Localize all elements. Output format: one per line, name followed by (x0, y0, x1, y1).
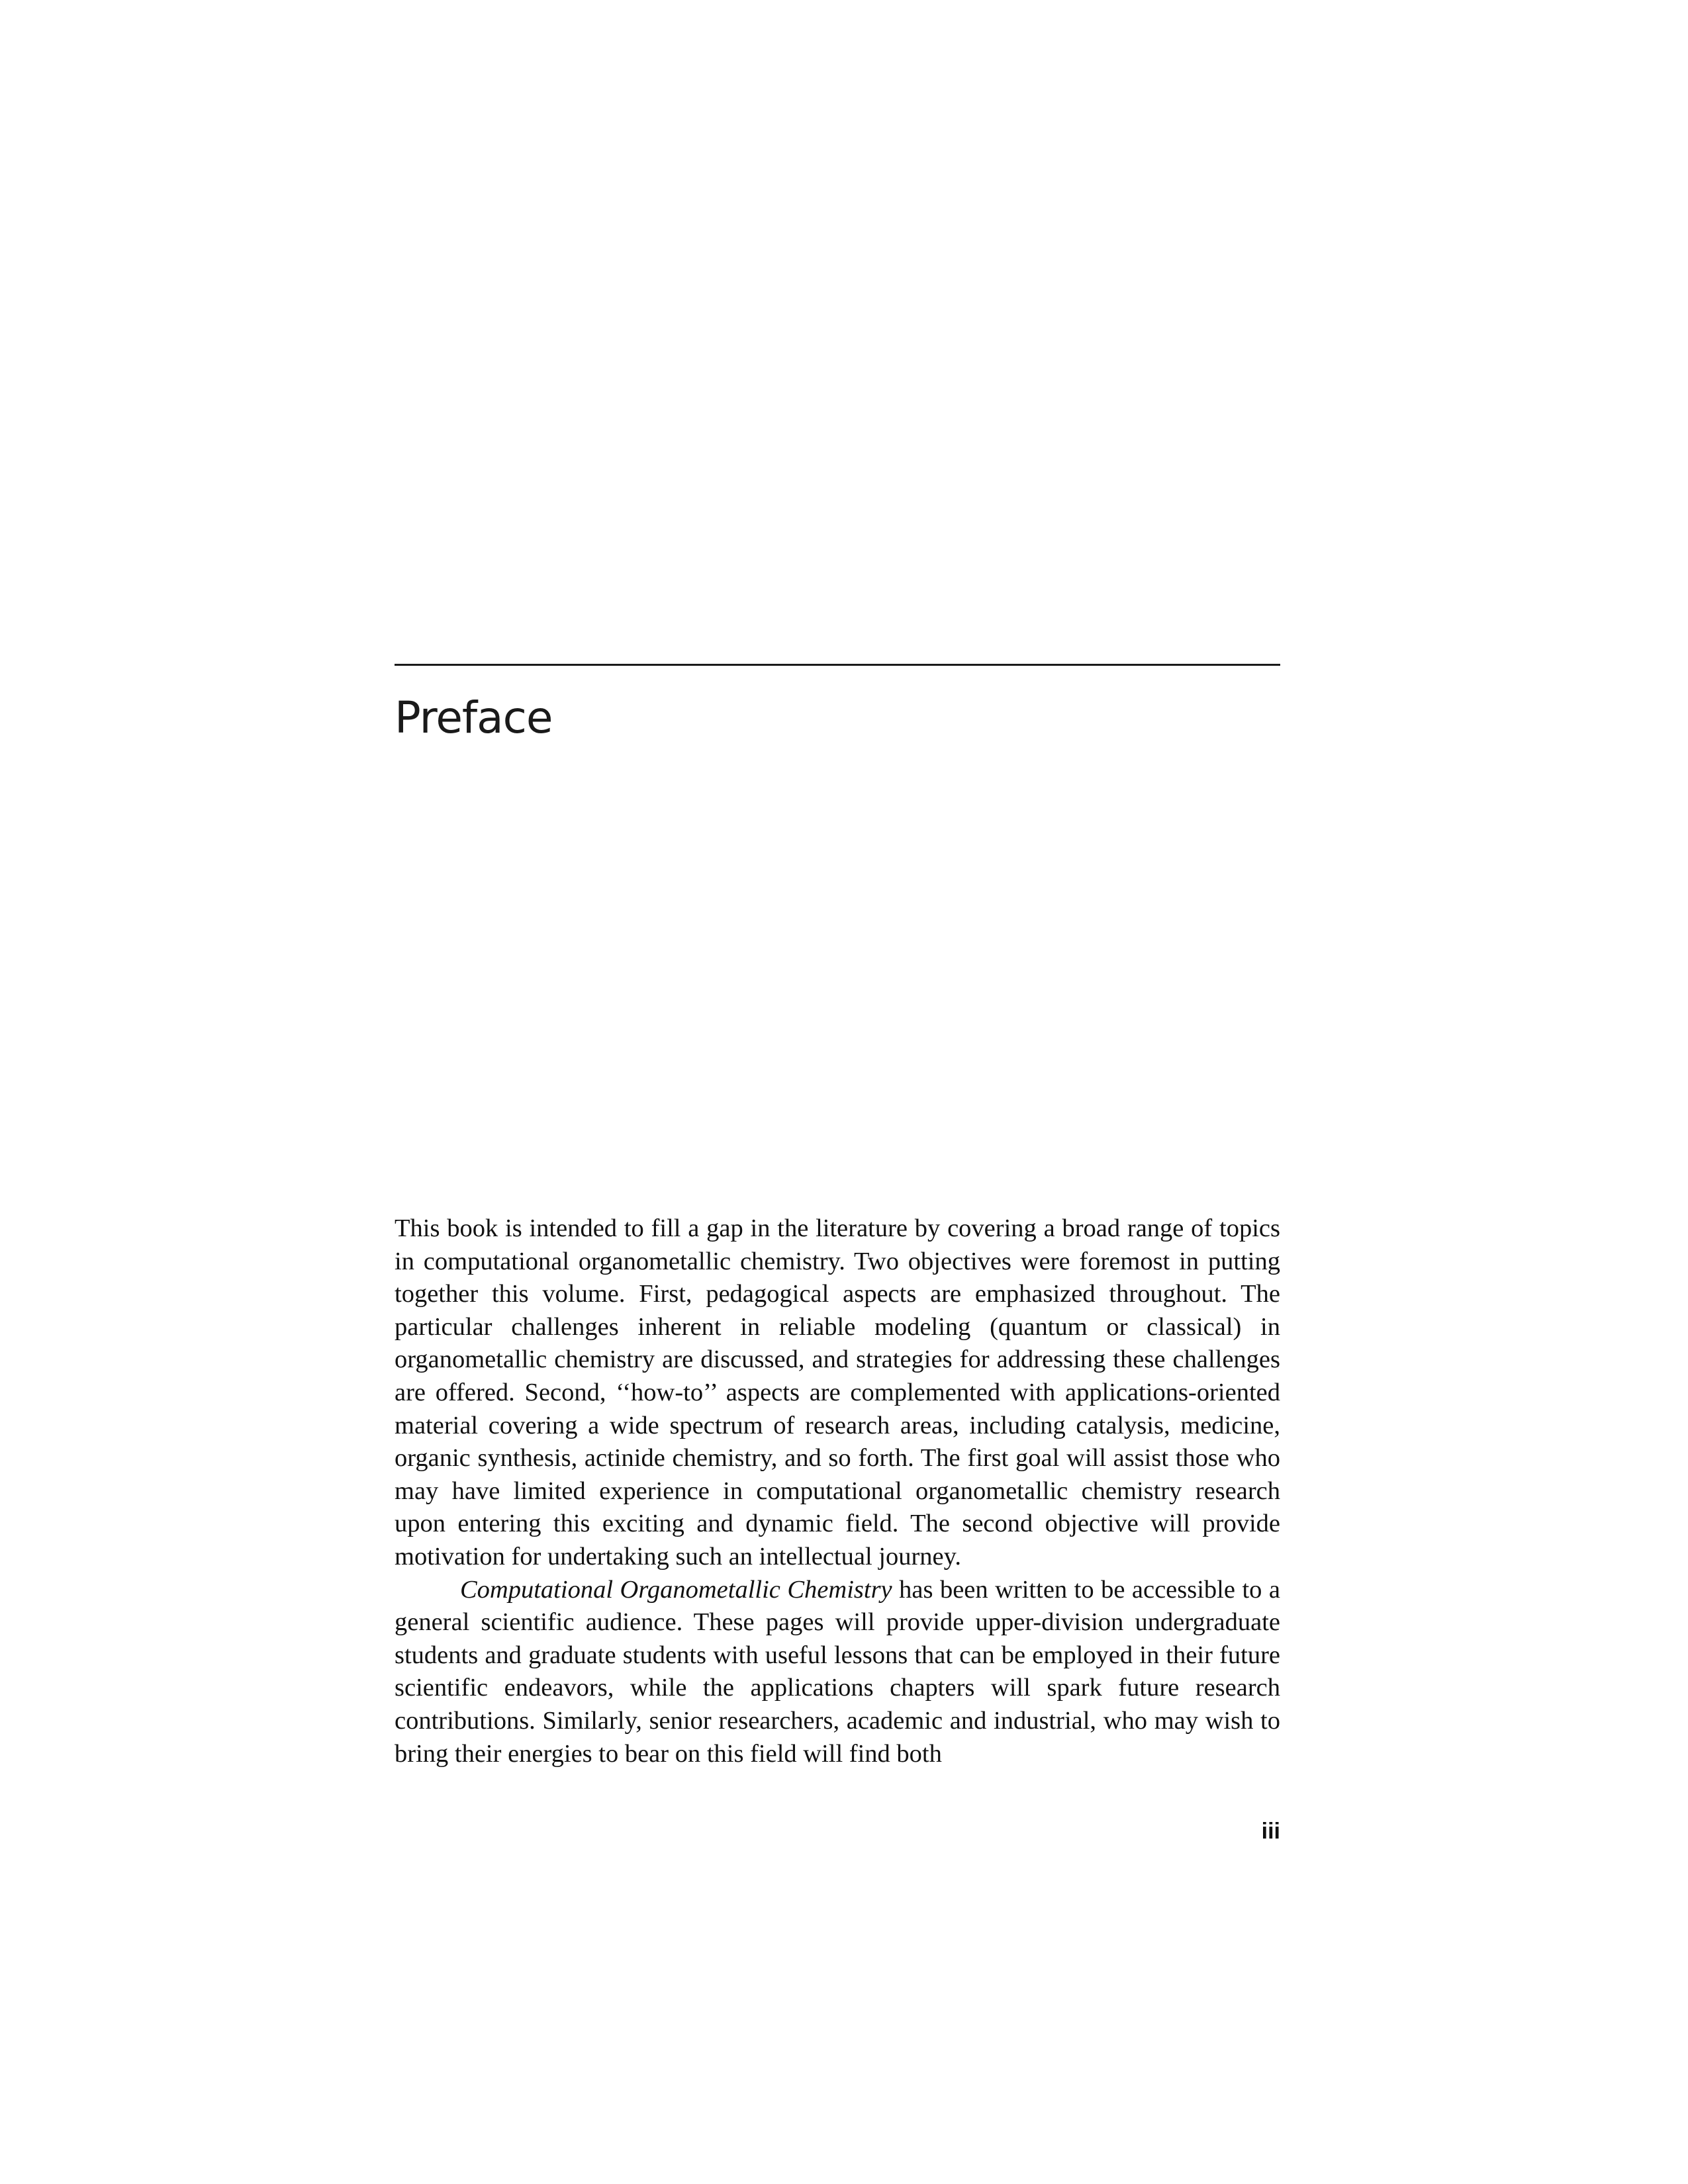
page-number: iii (1261, 1819, 1280, 1844)
chapter-title: Preface (395, 692, 553, 743)
paragraph-1 (395, 1212, 1280, 1574)
paragraph-2-text: has been written to be accessible to a general scientific audience. These pages will provide upper-division undergraduate students and graduate students with useful lessons that can be employed in their future scientific endeavors, while the applications chapters will spark future research contributions. Similarly, senior researchers, academic and industrial, who may wish to bring their energies to bear on this field will find both (395, 1575, 1280, 1768)
book-title-italic: Computational Organometallic Chemistry (460, 1575, 892, 1604)
chapter-rule (395, 664, 1280, 666)
paragraph-2 (395, 1574, 1280, 1771)
body-text (395, 1212, 1280, 1770)
paragraph-1-text: This book is intended to fill a gap in the literature by covering a broad range of topics in computational organometallic chemistry. Two objectives were foremost in putting together this volume. First, pedagogical aspects are emphasized throughout. The particular challenges inherent in reliable modeling (quantum or classical) in organometallic chemistry are discussed, and strategies for addressing these challenges are offered. Second, ‘‘how-to’’ aspects are complemented with applications-oriented material covering a wide spectrum of research areas, including catalysis, medicine, organic synthesis, actinide chemistry, and so forth. The first goal will assist those who may have limited experience in computational organometallic chemistry research upon entering this exciting and dynamic field. The second objective will provide motivation for undertaking such an intellectual journey. (395, 1214, 1280, 1570)
